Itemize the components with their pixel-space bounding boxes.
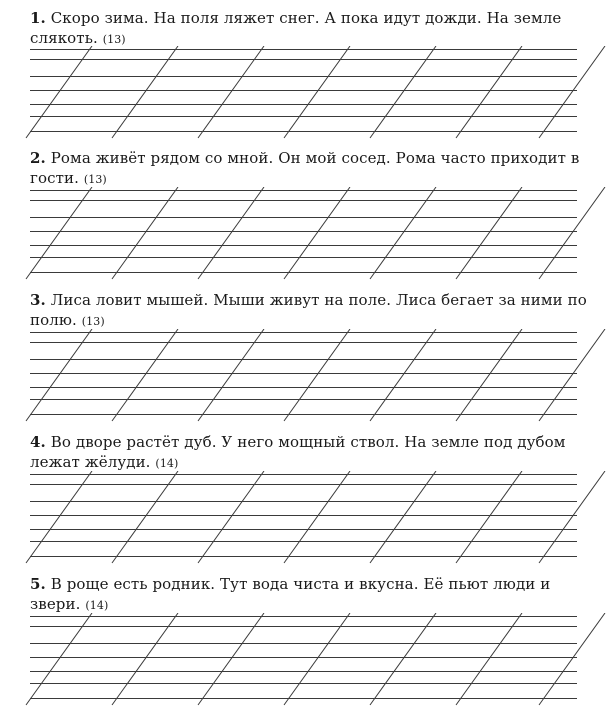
word-count: (13) <box>102 33 126 46</box>
exercise-text: Рома живёт рядом со мной. Он мой сосед. Рома часто приходит в гости. <box>30 149 580 187</box>
exercise-prompt <box>30 290 590 332</box>
exercise-prompt <box>30 432 590 474</box>
word-count: (13) <box>83 173 107 186</box>
word-count: (13) <box>81 315 105 328</box>
writing-lines[interactable] <box>0 471 607 566</box>
exercise-prompt <box>30 148 590 190</box>
word-count: (14) <box>155 457 179 470</box>
exercise-number: 2. <box>30 149 46 167</box>
exercise-text: В роще есть родник. Тут вода чиста и вкусна. Её пьют люди и звери. <box>30 575 551 613</box>
exercise-text: Во дворе растёт дуб. У него мощный ствол. На земле под дубом лежат жёлуди. <box>30 433 566 471</box>
exercise-number: 5. <box>30 575 46 593</box>
word-count: (14) <box>85 599 109 612</box>
exercise-number: 1. <box>30 9 46 27</box>
exercise-prompt <box>30 8 590 50</box>
writing-lines[interactable] <box>0 46 607 141</box>
exercise-text: Лиса ловит мышей. Мыши живут на поле. Лиса бегает за ними по полю. <box>30 291 587 329</box>
exercise-number: 3. <box>30 291 46 309</box>
exercise-number: 4. <box>30 433 46 451</box>
exercise-text: Скоро зима. На поля ляжет снег. А пока идут дожди. На земле слякоть. <box>30 9 562 47</box>
exercise-prompt <box>30 574 590 616</box>
writing-lines[interactable] <box>0 187 607 282</box>
writing-lines[interactable] <box>0 613 607 708</box>
writing-lines[interactable] <box>0 329 607 424</box>
